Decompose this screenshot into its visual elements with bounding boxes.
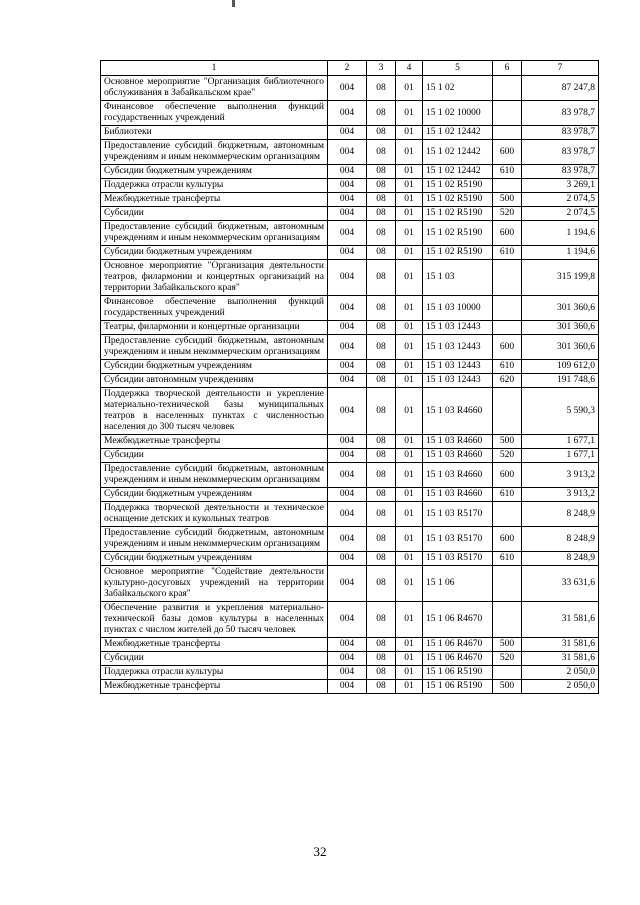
row-name-cell: Субсидии автономным учреждениям [101,374,328,388]
ministry-code-cell: 004 [328,502,367,527]
ministry-code-cell: 004 [328,566,367,602]
ministry-code-cell: 004 [328,666,367,680]
table-row [101,602,599,638]
ministry-code-cell: 004 [328,388,367,435]
row-name-cell: Основное мероприятие "Содействие деятельности культурно-досуговых учреждений на территории Забайкальского края" [101,566,328,602]
target-article-cell: 15 1 03 12443 [423,360,493,374]
section-code-cell: 08 [367,449,396,463]
subsection-code-cell: 01 [396,680,423,694]
subsection-code-cell: 01 [396,527,423,552]
section-code-cell: 08 [367,360,396,374]
target-article-cell: 15 1 02 10000 [423,101,493,126]
expense-type-cell: 500 [493,680,522,694]
target-article-cell: 15 1 06 R4670 [423,602,493,638]
amount-cell: 109 612,0 [522,360,599,374]
amount-cell: 31 581,6 [522,602,599,638]
ministry-code-cell: 004 [328,335,367,360]
amount-cell: 83 978,7 [522,101,599,126]
expense-type-cell [493,126,522,140]
subsection-code-cell: 01 [396,502,423,527]
ministry-code-cell: 004 [328,296,367,321]
table-row [101,449,599,463]
row-name-cell: Субсидии бюджетным учреждениям [101,165,328,179]
expense-type-cell: 620 [493,374,522,388]
expense-type-cell: 610 [493,360,522,374]
subsection-code-cell: 01 [396,126,423,140]
header-cell-col-2: 2 [328,61,367,76]
subsection-code-cell: 01 [396,666,423,680]
target-article-cell: 15 1 02 12442 [423,165,493,179]
target-article-cell: 15 1 03 12443 [423,335,493,360]
section-code-cell: 08 [367,221,396,246]
amount-cell: 1 677,1 [522,449,599,463]
header-cell-col-3: 3 [367,61,396,76]
header-cell-col-6: 6 [493,61,522,76]
amount-cell: 3 269,1 [522,179,599,193]
row-name-cell: Предоставление субсидий бюджетным, автономным учреждениям и иным некоммерческим организациям [101,463,328,488]
table-header [101,61,599,76]
subsection-code-cell: 01 [396,221,423,246]
section-code-cell: 08 [367,638,396,652]
subsection-code-cell: 01 [396,193,423,207]
target-article-cell: 15 1 03 R4660 [423,488,493,502]
section-code-cell: 08 [367,260,396,296]
ministry-code-cell: 004 [328,101,367,126]
section-code-cell: 08 [367,463,396,488]
table-row [101,179,599,193]
row-name-cell: Основное мероприятие "Организация деятельности театров, филармонии и концертных организаций на территории Забайкальского края" [101,260,328,296]
ministry-code-cell: 004 [328,449,367,463]
target-article-cell: 15 1 03 12443 [423,321,493,335]
expense-type-cell: 520 [493,207,522,221]
subsection-code-cell: 01 [396,207,423,221]
expense-type-cell [493,260,522,296]
expense-type-cell [493,388,522,435]
section-code-cell: 08 [367,552,396,566]
row-name-cell: Межбюджетные трансферты [101,638,328,652]
amount-cell: 31 581,6 [522,652,599,666]
table-row [101,360,599,374]
section-code-cell: 08 [367,101,396,126]
amount-cell: 1 194,6 [522,221,599,246]
subsection-code-cell: 01 [396,165,423,179]
table-row [101,165,599,179]
ministry-code-cell: 004 [328,680,367,694]
row-name-cell: Поддержка отрасли культуры [101,179,328,193]
table-row [101,321,599,335]
amount-cell: 3 913,2 [522,488,599,502]
section-code-cell: 08 [367,321,396,335]
target-article-cell: 15 1 02 12442 [423,126,493,140]
target-article-cell: 15 1 03 [423,260,493,296]
row-name-cell: Субсидии бюджетным учреждениям [101,246,328,260]
section-code-cell: 08 [367,140,396,165]
target-article-cell: 15 1 06 R5190 [423,666,493,680]
row-name-cell: Предоставление субсидий бюджетным, автономным учреждениям и иным некоммерческим организациям [101,140,328,165]
table-row [101,502,599,527]
expense-type-cell [493,296,522,321]
row-name-cell: Субсидии [101,652,328,666]
section-code-cell: 08 [367,335,396,360]
expense-type-cell [493,321,522,335]
ministry-code-cell: 004 [328,179,367,193]
target-article-cell: 15 1 06 R4670 [423,638,493,652]
target-article-cell: 15 1 03 10000 [423,296,493,321]
ministry-code-cell: 004 [328,652,367,666]
row-name-cell: Обеспечение развития и укрепления материально-технической базы домов культуры в населенных пунктах с числом жителей до 50 тысяч человек [101,602,328,638]
subsection-code-cell: 01 [396,246,423,260]
section-code-cell: 08 [367,652,396,666]
subsection-code-cell: 01 [396,140,423,165]
ministry-code-cell: 004 [328,260,367,296]
table-row [101,488,599,502]
expense-type-cell [493,566,522,602]
target-article-cell: 15 1 02 [423,76,493,101]
expense-type-cell: 610 [493,488,522,502]
amount-cell: 2 074,5 [522,193,599,207]
expense-type-cell [493,76,522,101]
table-row [101,566,599,602]
expense-type-cell: 520 [493,652,522,666]
subsection-code-cell: 01 [396,360,423,374]
section-code-cell: 08 [367,126,396,140]
section-code-cell: 08 [367,374,396,388]
expense-type-cell: 610 [493,246,522,260]
amount-cell: 1 194,6 [522,246,599,260]
section-code-cell: 08 [367,296,396,321]
section-code-cell: 08 [367,680,396,694]
header-cell-col-5: 5 [423,61,493,76]
header-cell-col-7: 7 [522,61,599,76]
subsection-code-cell: 01 [396,260,423,296]
row-name-cell: Финансовое обеспечение выполнения функций государственных учреждений [101,296,328,321]
header-cell-col-4: 4 [396,61,423,76]
section-code-cell: 08 [367,388,396,435]
table-row [101,527,599,552]
section-code-cell: 08 [367,527,396,552]
ministry-code-cell: 004 [328,602,367,638]
expense-type-cell: 610 [493,552,522,566]
row-name-cell: Основное мероприятие "Организация библиотечного обслуживания в Забайкальском крае" [101,76,328,101]
page-number: 32 [313,844,327,859]
row-name-cell: Библиотеки [101,126,328,140]
scan-artifact [232,0,235,7]
section-code-cell: 08 [367,207,396,221]
expense-type-cell: 500 [493,193,522,207]
row-name-cell: Предоставление субсидий бюджетным, автономным учреждениям и иным некоммерческим организациям [101,221,328,246]
row-name-cell: Поддержка отрасли культуры [101,666,328,680]
row-name-cell: Поддержка творческой деятельности и техническое оснащение детских и кукольных театров [101,502,328,527]
expense-type-cell [493,179,522,193]
subsection-code-cell: 01 [396,101,423,126]
subsection-code-cell: 01 [396,435,423,449]
expense-type-cell: 600 [493,527,522,552]
table-row [101,101,599,126]
subsection-code-cell: 01 [396,652,423,666]
amount-cell: 2 050,0 [522,666,599,680]
expense-type-cell: 500 [493,638,522,652]
expense-type-cell: 600 [493,140,522,165]
ministry-code-cell: 004 [328,638,367,652]
subsection-code-cell: 01 [396,296,423,321]
header-row [101,61,599,76]
row-name-cell: Театры, филармонии и концертные организации [101,321,328,335]
ministry-code-cell: 004 [328,435,367,449]
amount-cell: 2 074,5 [522,207,599,221]
ministry-code-cell: 004 [328,360,367,374]
table-row [101,193,599,207]
row-name-cell: Поддержка творческой деятельности и укрепление материально-технической базы муниципальных театров в населенных пунктах с численностью населения до 300 тысяч человек [101,388,328,435]
ministry-code-cell: 004 [328,374,367,388]
target-article-cell: 15 1 02 R5190 [423,207,493,221]
ministry-code-cell: 004 [328,165,367,179]
amount-cell: 31 581,6 [522,638,599,652]
expense-type-cell: 520 [493,449,522,463]
ministry-code-cell: 004 [328,126,367,140]
target-article-cell: 15 1 03 R4660 [423,449,493,463]
target-article-cell: 15 1 06 [423,566,493,602]
subsection-code-cell: 01 [396,335,423,360]
ministry-code-cell: 004 [328,552,367,566]
section-code-cell: 08 [367,246,396,260]
table-row [101,221,599,246]
target-article-cell: 15 1 03 R4660 [423,435,493,449]
ministry-code-cell: 004 [328,246,367,260]
amount-cell: 83 978,7 [522,165,599,179]
table-row [101,374,599,388]
section-code-cell: 08 [367,566,396,602]
table-row [101,246,599,260]
header-cell-col-1: 1 [101,61,328,76]
row-name-cell: Предоставление субсидий бюджетным, автономным учреждениям и иным некоммерческим организациям [101,335,328,360]
expense-type-cell: 600 [493,221,522,246]
expense-type-cell [493,101,522,126]
amount-cell: 87 247,8 [522,76,599,101]
table-row [101,296,599,321]
ministry-code-cell: 004 [328,221,367,246]
subsection-code-cell: 01 [396,388,423,435]
section-code-cell: 08 [367,193,396,207]
ministry-code-cell: 004 [328,527,367,552]
amount-cell: 315 199,8 [522,260,599,296]
ministry-code-cell: 004 [328,193,367,207]
section-code-cell: 08 [367,179,396,193]
expense-type-cell: 500 [493,435,522,449]
table-row [101,552,599,566]
section-code-cell: 08 [367,165,396,179]
subsection-code-cell: 01 [396,179,423,193]
amount-cell: 83 978,7 [522,126,599,140]
amount-cell: 8 248,9 [522,527,599,552]
expense-type-cell: 610 [493,165,522,179]
amount-cell: 3 913,2 [522,463,599,488]
row-name-cell: Субсидии бюджетным учреждениям [101,360,328,374]
row-name-cell: Межбюджетные трансферты [101,680,328,694]
table-row [101,638,599,652]
amount-cell: 2 050,0 [522,680,599,694]
expense-type-cell [493,602,522,638]
amount-cell: 8 248,9 [522,502,599,527]
target-article-cell: 15 1 06 R5190 [423,680,493,694]
section-code-cell: 08 [367,502,396,527]
target-article-cell: 15 1 03 R5170 [423,527,493,552]
table-row [101,680,599,694]
table-row [101,463,599,488]
amount-cell: 1 677,1 [522,435,599,449]
section-code-cell: 08 [367,76,396,101]
target-article-cell: 15 1 03 R4660 [423,463,493,488]
table-body [101,76,599,694]
subsection-code-cell: 01 [396,566,423,602]
amount-cell: 301 360,6 [522,335,599,360]
section-code-cell: 08 [367,435,396,449]
row-name-cell: Межбюджетные трансферты [101,435,328,449]
row-name-cell: Субсидии [101,207,328,221]
section-code-cell: 08 [367,488,396,502]
target-article-cell: 15 1 03 R4660 [423,388,493,435]
target-article-cell: 15 1 02 R5190 [423,221,493,246]
subsection-code-cell: 01 [396,638,423,652]
table-row [101,207,599,221]
budget-table [100,60,599,694]
table-row [101,76,599,101]
subsection-code-cell: 01 [396,321,423,335]
target-article-cell: 15 1 03 12443 [423,374,493,388]
subsection-code-cell: 01 [396,552,423,566]
target-article-cell: 15 1 06 R4670 [423,652,493,666]
table-row [101,666,599,680]
table-row [101,260,599,296]
table-row [101,388,599,435]
table-row [101,126,599,140]
table-row [101,335,599,360]
amount-cell: 301 360,6 [522,296,599,321]
expense-type-cell [493,666,522,680]
expense-type-cell: 600 [493,335,522,360]
target-article-cell: 15 1 03 R5170 [423,552,493,566]
expense-type-cell: 600 [493,463,522,488]
subsection-code-cell: 01 [396,374,423,388]
row-name-cell: Субсидии [101,449,328,463]
amount-cell: 33 631,6 [522,566,599,602]
expense-type-cell [493,502,522,527]
ministry-code-cell: 004 [328,488,367,502]
amount-cell: 8 248,9 [522,552,599,566]
row-name-cell: Межбюджетные трансферты [101,193,328,207]
section-code-cell: 08 [367,602,396,638]
subsection-code-cell: 01 [396,76,423,101]
row-name-cell: Финансовое обеспечение выполнения функций государственных учреждений [101,101,328,126]
subsection-code-cell: 01 [396,449,423,463]
target-article-cell: 15 1 02 R5190 [423,193,493,207]
table-row [101,140,599,165]
subsection-code-cell: 01 [396,463,423,488]
ministry-code-cell: 004 [328,140,367,165]
ministry-code-cell: 004 [328,207,367,221]
target-article-cell: 15 1 02 12442 [423,140,493,165]
target-article-cell: 15 1 02 R5190 [423,179,493,193]
row-name-cell: Предоставление субсидий бюджетным, автономным учреждениям и иным некоммерческим организациям [101,527,328,552]
subsection-code-cell: 01 [396,488,423,502]
ministry-code-cell: 004 [328,76,367,101]
subsection-code-cell: 01 [396,602,423,638]
row-name-cell: Субсидии бюджетным учреждениям [101,488,328,502]
amount-cell: 5 590,3 [522,388,599,435]
amount-cell: 191 748,6 [522,374,599,388]
table-row [101,435,599,449]
row-name-cell: Субсидии бюджетным учреждениям [101,552,328,566]
target-article-cell: 15 1 02 R5190 [423,246,493,260]
target-article-cell: 15 1 03 R5170 [423,502,493,527]
ministry-code-cell: 004 [328,321,367,335]
section-code-cell: 08 [367,666,396,680]
table-row [101,652,599,666]
amount-cell: 83 978,7 [522,140,599,165]
amount-cell: 301 360,6 [522,321,599,335]
ministry-code-cell: 004 [328,463,367,488]
